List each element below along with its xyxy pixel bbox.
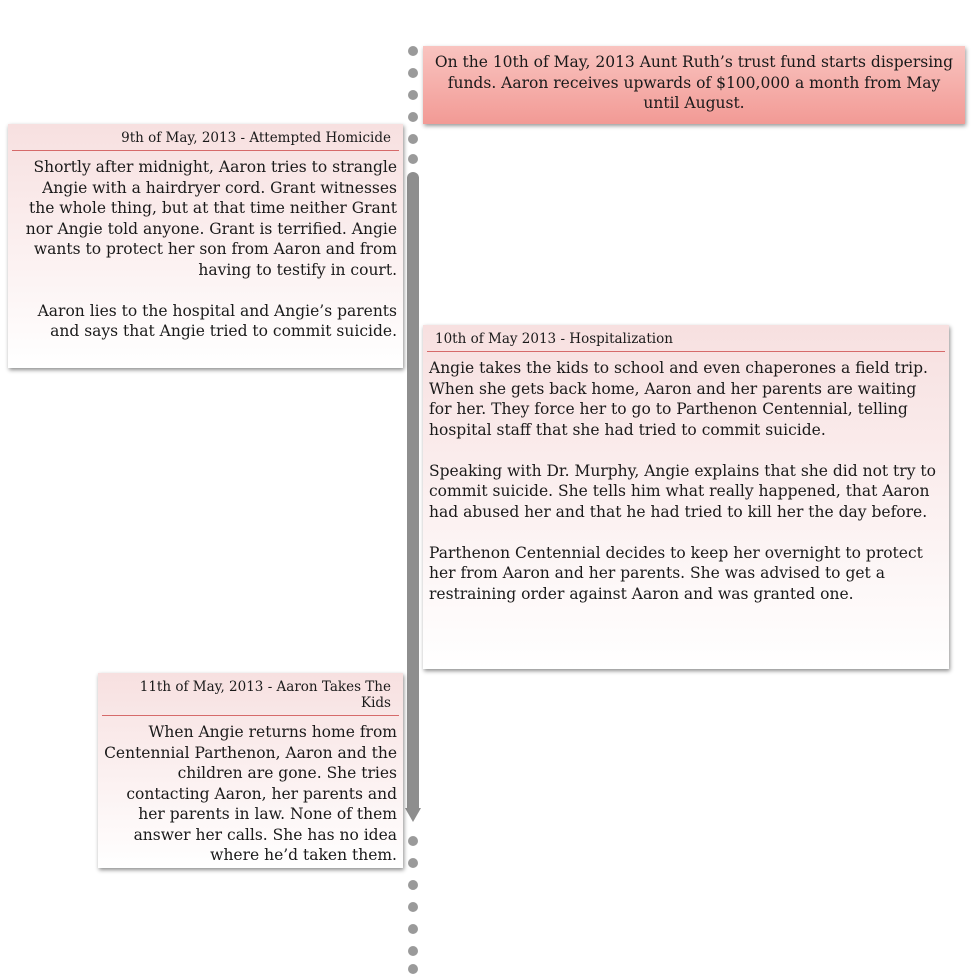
event-heading: 11th of May, 2013 - Aaron Takes The Kids: [102, 673, 399, 716]
timeline-dot: [408, 880, 418, 890]
timeline-dot: [408, 964, 418, 974]
event-body: Angie takes the kids to school and even chaperones a field trip. When she gets back home, Aaron and her parents are waiting for her. They force her to go to Parthenon Centennial, telling hospital staff that she had tried to commit suicide. Speaking with Dr. Murphy, Angie explains that she did not try to commit suicide. She tells him what really happened, that Aaron had abused her and that he had tried to kill her the day before. Parthenon Centennial decides to keep her overnight to protect her from Aaron and her parents. She was advised to get a restraining order against Aaron and was granted one.: [429, 359, 936, 603]
timeline-dot: [408, 836, 418, 846]
timeline-dot: [408, 902, 418, 912]
timeline-dot: [408, 134, 418, 144]
event-card-attempted-homicide: [8, 124, 403, 368]
timeline-bar: [407, 172, 419, 810]
event-card-hospitalization: [423, 325, 949, 669]
event-body: Shortly after midnight, Aaron tries to strangle Angie with a hairdryer cord. Grant witnesses the whole thing, but at that time neither Grant nor Angie told anyone. Grant is terrified. Angie wants to protect her son from Aaron and from having to testify in court. Aaron lies to the hospital and Angie’s parents and says that Angie tried to commit suicide.: [25, 158, 397, 340]
timeline-dot: [408, 946, 418, 956]
timeline-dot: [408, 46, 418, 56]
timeline-arrow-icon: [405, 808, 421, 822]
highlight-event-card: [423, 46, 965, 124]
timeline-dot: [408, 90, 418, 100]
timeline-dot: [408, 112, 418, 122]
event-card-aaron-takes-the-kids: [98, 673, 403, 868]
timeline-dot: [408, 154, 418, 164]
highlight-event-text: On the 10th of May, 2013 Aunt Ruth’s trust fund starts dispersing funds. Aaron receives upwards of $100,000 a month from May until August.: [434, 53, 954, 112]
timeline-dot: [408, 858, 418, 868]
timeline-dot: [408, 68, 418, 78]
timeline-dot: [408, 924, 418, 934]
event-heading: 9th of May, 2013 - Attempted Homicide: [12, 124, 399, 151]
event-heading: 10th of May 2013 - Hospitalization: [427, 325, 945, 352]
event-body: When Angie returns home from Centennial Parthenon, Aaron and the children are gone. She tries contacting Aaron, her parents and her parents in law. None of them answer her calls. She has no idea where he’d taken them.: [104, 723, 397, 864]
